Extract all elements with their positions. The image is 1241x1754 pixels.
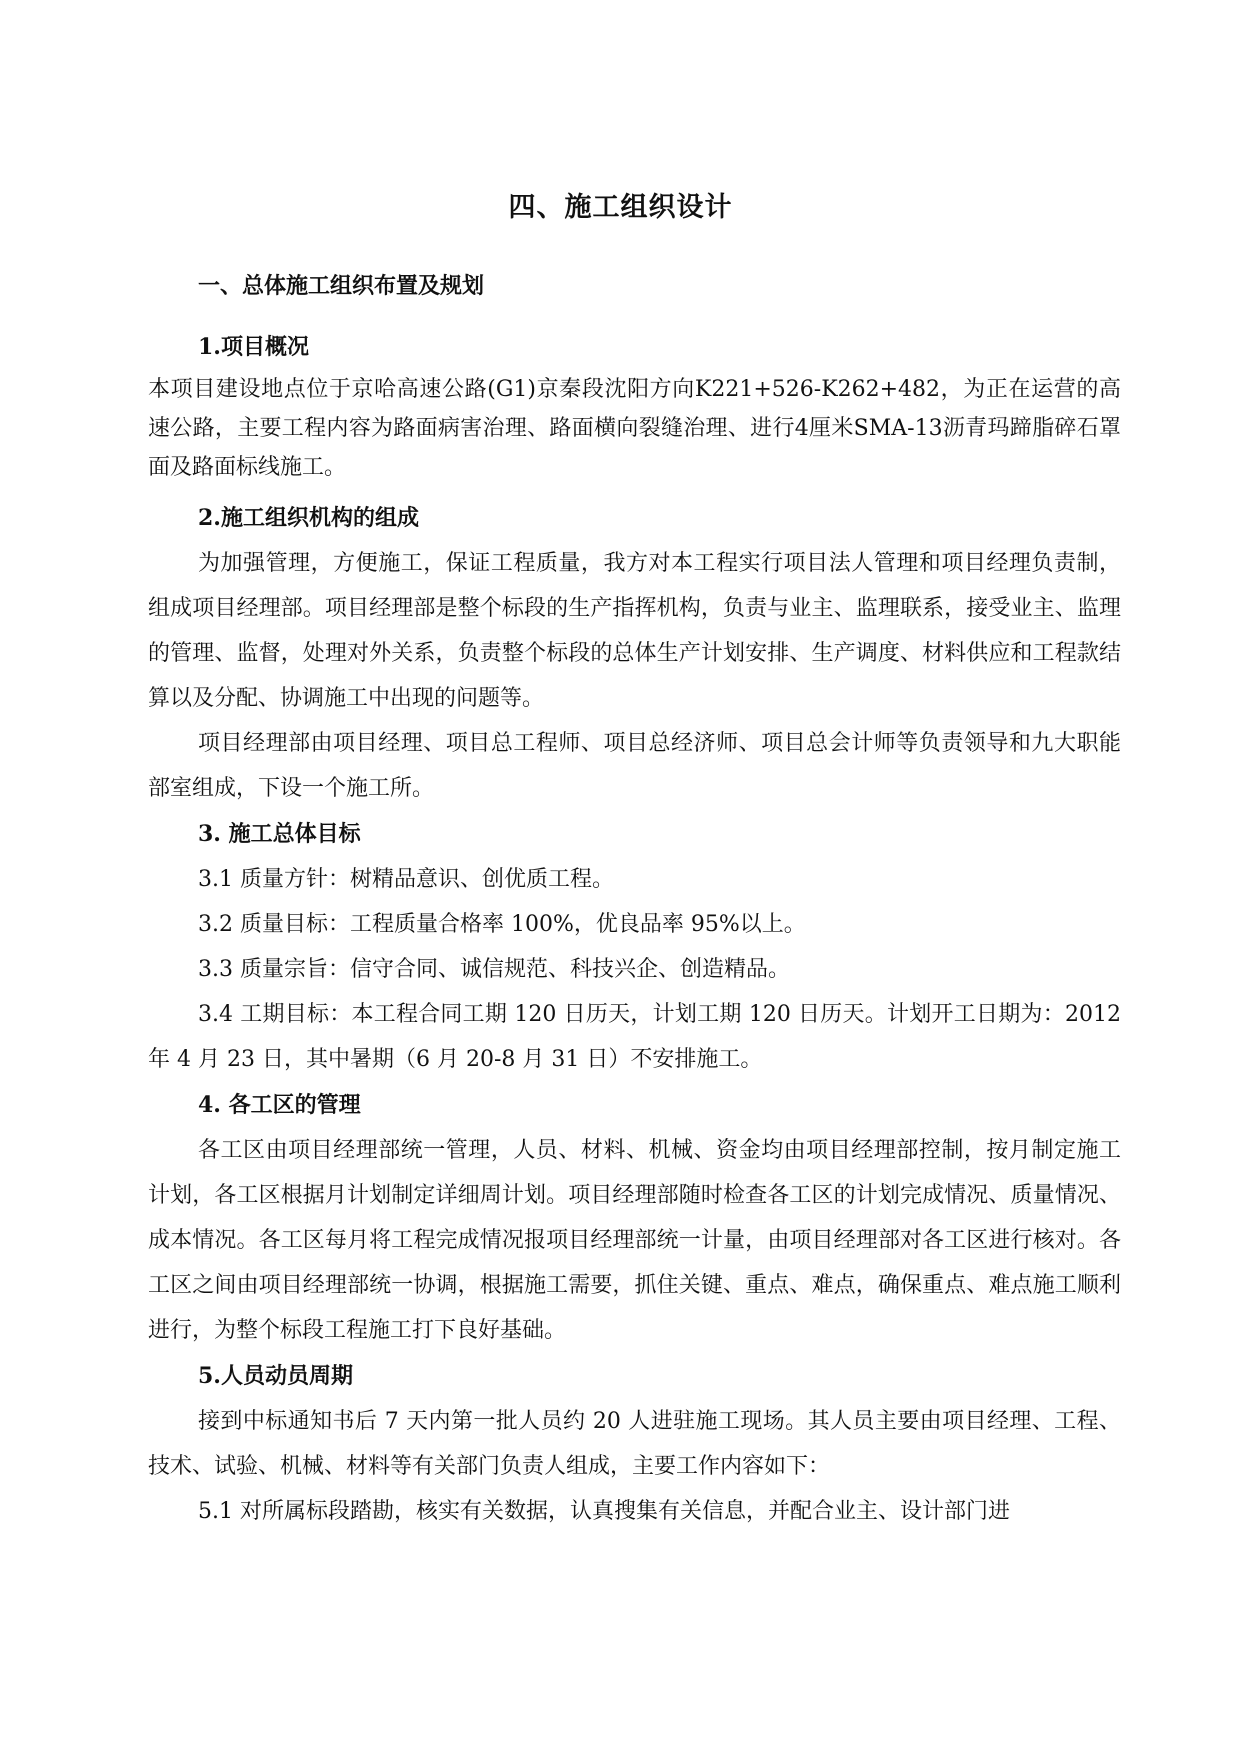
goal-item: 3.2 质量目标：工程质量合格率 100%，优良品率 95%以上。 xyxy=(198,912,806,937)
page-title: 四、施工组织设计 xyxy=(508,192,733,223)
subheading-work-zone-management: 4. 各工区的管理 xyxy=(198,1092,361,1118)
subheading-staff-mobilization: 5.人员动员周期 xyxy=(198,1363,353,1389)
paragraph-work-zone-management: 各工区由项目经理部统一管理，人员、材料、机械、资金均由项目经理部控制，按月制定施工计划，各工区根据月计划制定详细周计划。项目经理部随时检查各工区的计划完成情况、质量情况、成本情况。各工区每月将工程完成情况报项目经理部统一计量，由项目经理部对各工区进行核对。各工区之间由项目经理部统一协调，根据施工需要，抓住关键、重点、难点，确保重点、难点施工顺利进行，为整个标段工程施工打下良好基础。 xyxy=(148,1138,1121,1343)
subheading-project-overview: 1.项目概况 xyxy=(198,334,309,360)
paragraph-staff-mobilization-2: 5.1 对所属标段踏勘，核实有关数据，认真搜集有关信息，并配合业主、设计部门进 xyxy=(198,1499,1010,1524)
paragraph-staff-mobilization-1: 接到中标通知书后 7 天内第一批人员约 20 人进驻施工现场。其人员主要由项目经理、工程、技术、试验、机械、材料等有关部门负责人组成，主要工作内容如下： xyxy=(148,1409,1121,1479)
document-body xyxy=(148,268,1121,1534)
subheading-organization: 2.施工组织机构的组成 xyxy=(198,505,419,531)
paragraph-organization-1: 为加强管理，方便施工，保证工程质量，我方对本工程实行项目法人管理和项目经理负责制，组成项目经理部。项目经理部是整个标段的生产指挥机构，负责与业主、监理联系，接受业主、监理的管理、监督，处理对外关系，负责整个标段的总体生产计划安排、生产调度、材料供应和工程款结算以及分配、协调施工中出现的问题等。 xyxy=(148,551,1121,711)
goal-item: 3.4 工期目标：本工程合同工期 120 日历天，计划工期 120 日历天。计划开工日期为：2012 年 4 月 23 日，其中暑期（6 月 20-8 月 31 日）不安排施工。 xyxy=(148,1002,1121,1072)
section-heading-1: 一、总体施工组织布置及规划 xyxy=(198,273,485,299)
paragraph-organization-2: 项目经理部由项目经理、项目总工程师、项目总经济师、项目总会计师等负责领导和九大职能部室组成，下设一个施工所。 xyxy=(148,731,1121,801)
subheading-overall-goals: 3. 施工总体目标 xyxy=(198,821,361,847)
paragraph-project-overview: 本项目建设地点位于京哈高速公路(G1)京秦段沈阳方向K221+526-K262+482，为正在运营的高速公路，主要工程内容为路面病害治理、路面横向裂缝治理、进行4厘米SMA-13沥青玛蹄脂碎石罩面及路面标线施工。 xyxy=(148,377,1121,480)
goal-item: 3.1 质量方针：树精品意识、创优质工程。 xyxy=(198,867,614,892)
goal-item: 3.3 质量宗旨：信守合同、诚信规范、科技兴企、创造精品。 xyxy=(198,957,790,982)
